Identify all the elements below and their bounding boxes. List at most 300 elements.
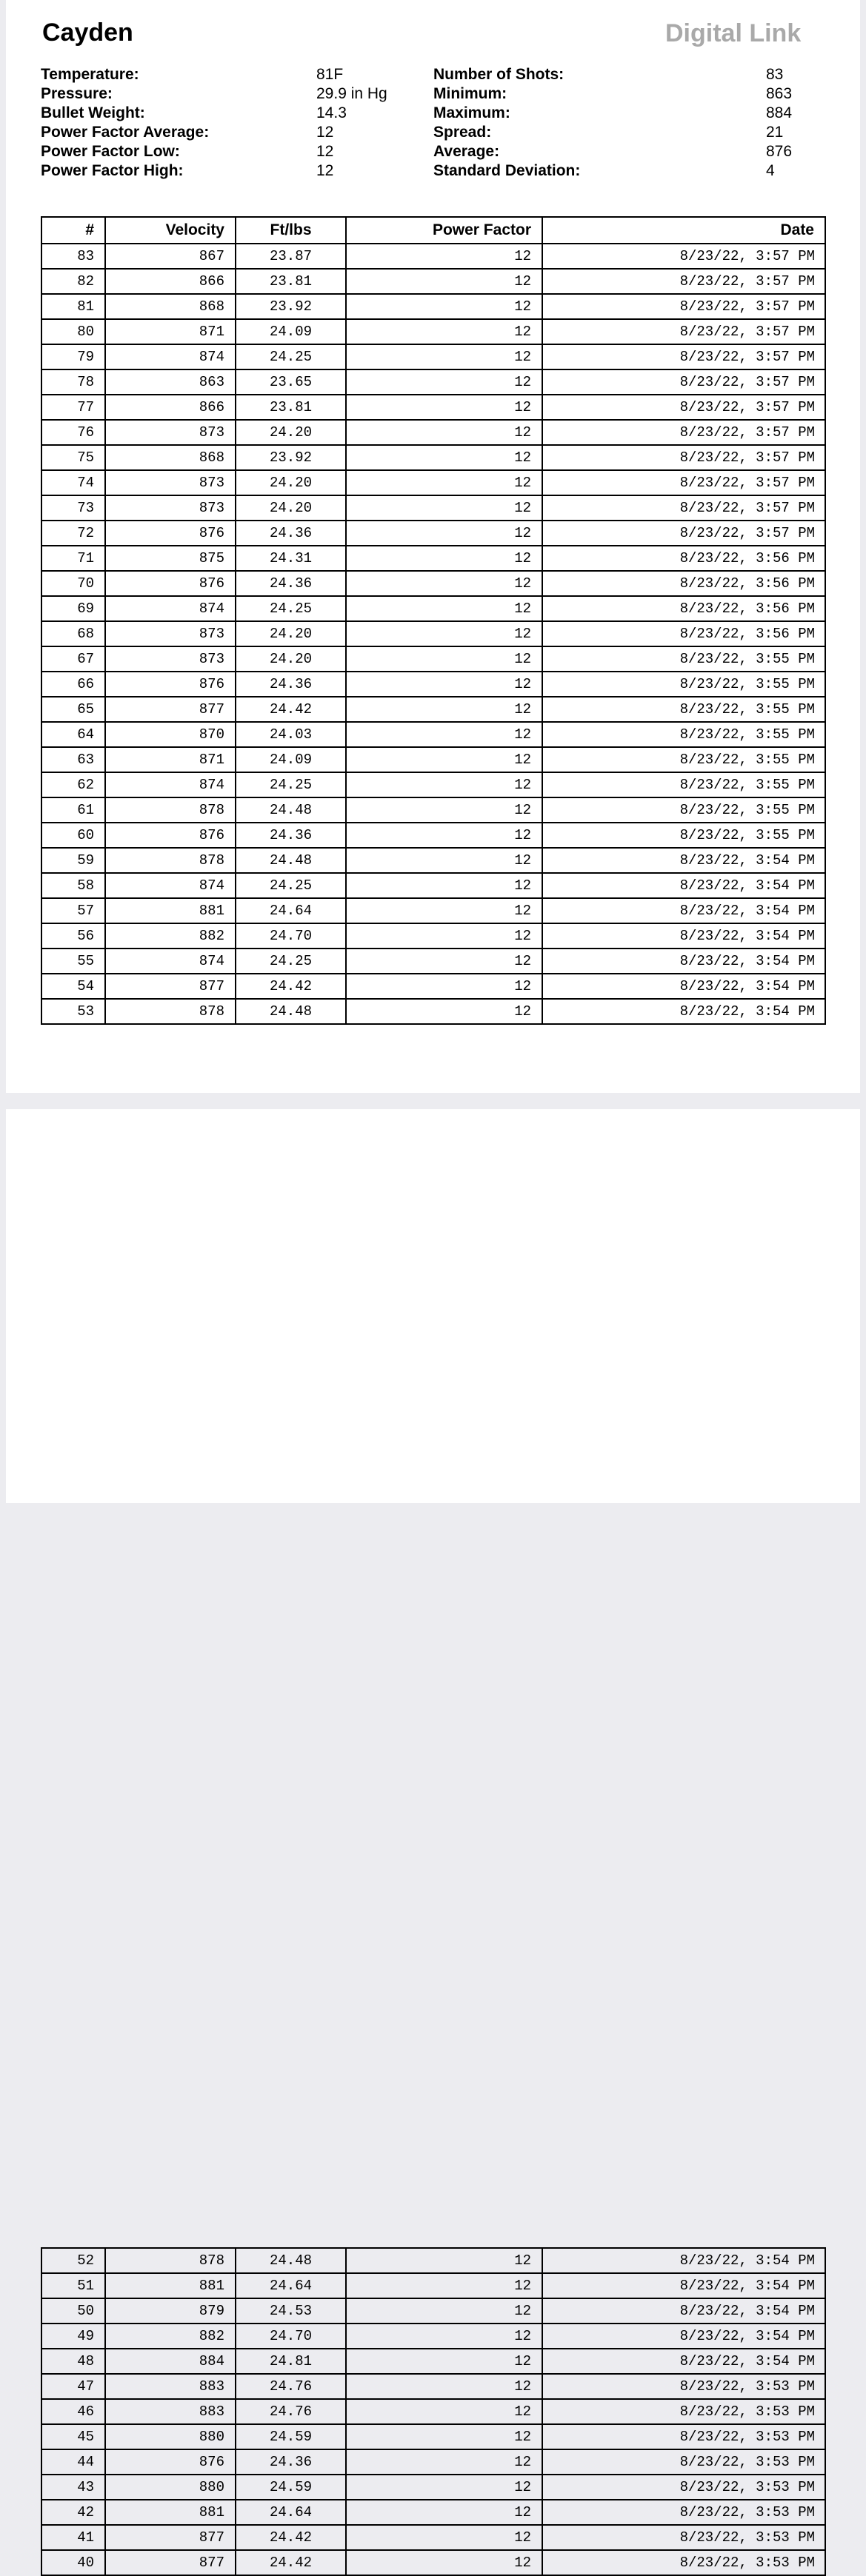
ft-lbs-cell: 24.36 bbox=[236, 672, 346, 697]
date-cell: 8/23/22, 3:55 PM bbox=[542, 823, 825, 848]
shot-table-body bbox=[41, 2248, 825, 2575]
ft-lbs-cell: 24.20 bbox=[236, 495, 346, 521]
power-factor-cell: 12 bbox=[346, 369, 542, 395]
date-cell: 8/23/22, 3:57 PM bbox=[542, 395, 825, 420]
date-cell: 8/23/22, 3:56 PM bbox=[542, 621, 825, 646]
velocity-cell: 876 bbox=[105, 2449, 236, 2475]
table-row bbox=[41, 2374, 825, 2399]
table-row bbox=[41, 848, 825, 873]
date-cell: 8/23/22, 3:53 PM bbox=[542, 2550, 825, 2575]
velocity-cell: 883 bbox=[105, 2374, 236, 2399]
power-factor-cell: 12 bbox=[346, 2475, 542, 2500]
stat-value: 863 bbox=[766, 85, 793, 102]
shot-number-cell: 69 bbox=[41, 596, 105, 621]
velocity-cell: 876 bbox=[105, 521, 236, 546]
date-cell: 8/23/22, 3:54 PM bbox=[542, 848, 825, 873]
table-row bbox=[41, 747, 825, 772]
velocity-cell: 877 bbox=[105, 697, 236, 722]
shot-number-cell: 74 bbox=[41, 470, 105, 495]
power-factor-cell: 12 bbox=[346, 848, 542, 873]
date-cell: 8/23/22, 3:57 PM bbox=[542, 294, 825, 319]
table-row bbox=[41, 319, 825, 344]
power-factor-cell: 12 bbox=[346, 672, 542, 697]
ft-lbs-cell: 24.42 bbox=[236, 2525, 346, 2550]
ft-lbs-cell: 24.42 bbox=[236, 697, 346, 722]
shot-number-cell: 51 bbox=[41, 2273, 105, 2298]
power-factor-cell: 12 bbox=[346, 974, 542, 999]
shooter-name: Cayden bbox=[42, 19, 133, 47]
power-factor-cell: 12 bbox=[346, 2273, 542, 2298]
power-factor-cell: 12 bbox=[346, 2424, 542, 2449]
power-factor-cell: 12 bbox=[346, 244, 542, 269]
ft-lbs-cell: 24.20 bbox=[236, 420, 346, 445]
statistics-stat-row bbox=[433, 104, 819, 123]
ft-lbs-cell: 24.59 bbox=[236, 2475, 346, 2500]
power-factor-cell: 12 bbox=[346, 2248, 542, 2273]
ft-lbs-cell: 24.42 bbox=[236, 2550, 346, 2575]
date-cell: 8/23/22, 3:57 PM bbox=[542, 495, 825, 521]
statistics-stat-row bbox=[433, 84, 819, 104]
velocity-cell: 873 bbox=[105, 420, 236, 445]
table-row bbox=[41, 546, 825, 571]
date-cell: 8/23/22, 3:57 PM bbox=[542, 319, 825, 344]
shot-number-cell: 59 bbox=[41, 848, 105, 873]
date-cell: 8/23/22, 3:54 PM bbox=[542, 2248, 825, 2273]
statistics-stat-row bbox=[433, 161, 819, 181]
shot-number-cell: 60 bbox=[41, 823, 105, 848]
table-row bbox=[41, 2525, 825, 2550]
stat-value: 884 bbox=[766, 104, 793, 121]
power-factor-cell: 12 bbox=[346, 294, 542, 319]
date-cell: 8/23/22, 3:54 PM bbox=[542, 898, 825, 923]
table-row bbox=[41, 2475, 825, 2500]
shot-number-cell: 49 bbox=[41, 2324, 105, 2349]
stat-value: 4 bbox=[766, 162, 775, 179]
shot-number-cell: 54 bbox=[41, 974, 105, 999]
shot-number-cell: 46 bbox=[41, 2399, 105, 2424]
table-row bbox=[41, 621, 825, 646]
power-factor-cell: 12 bbox=[346, 344, 542, 369]
date-cell: 8/23/22, 3:57 PM bbox=[542, 344, 825, 369]
table-row bbox=[41, 974, 825, 999]
shot-table-continued bbox=[41, 2247, 826, 2576]
date-cell: 8/23/22, 3:53 PM bbox=[542, 2399, 825, 2424]
table-row bbox=[41, 873, 825, 898]
date-cell: 8/23/22, 3:53 PM bbox=[542, 2449, 825, 2475]
shot-number-cell: 66 bbox=[41, 672, 105, 697]
velocity-cell: 877 bbox=[105, 974, 236, 999]
shot-number-cell: 75 bbox=[41, 445, 105, 470]
stat-value: 876 bbox=[766, 143, 793, 160]
power-factor-cell: 12 bbox=[346, 546, 542, 571]
velocity-cell: 880 bbox=[105, 2475, 236, 2500]
table-header-row bbox=[41, 217, 825, 244]
shot-number-cell: 71 bbox=[41, 546, 105, 571]
ft-lbs-cell: 23.65 bbox=[236, 369, 346, 395]
power-factor-cell: 12 bbox=[346, 596, 542, 621]
conditions-stat-row bbox=[41, 123, 396, 142]
table-row bbox=[41, 772, 825, 797]
power-factor-cell: 12 bbox=[346, 797, 542, 823]
velocity-cell: 866 bbox=[105, 269, 236, 294]
power-factor-cell: 12 bbox=[346, 949, 542, 974]
shot-number-cell: 55 bbox=[41, 949, 105, 974]
ft-lbs-cell: 24.64 bbox=[236, 2500, 346, 2525]
power-factor-cell: 12 bbox=[346, 2349, 542, 2374]
conditions-stat-row bbox=[41, 104, 396, 123]
velocity-cell: 868 bbox=[105, 445, 236, 470]
stat-label: Maximum: bbox=[433, 104, 510, 121]
date-cell: 8/23/22, 3:54 PM bbox=[542, 2298, 825, 2324]
table-row bbox=[41, 2273, 825, 2298]
column-header-ft-lbs: Ft/lbs bbox=[236, 217, 346, 244]
date-cell: 8/23/22, 3:53 PM bbox=[542, 2525, 825, 2550]
table-row bbox=[41, 2500, 825, 2525]
velocity-cell: 873 bbox=[105, 495, 236, 521]
column-header-date: Date bbox=[542, 217, 825, 244]
shot-number-cell: 64 bbox=[41, 722, 105, 747]
velocity-cell: 880 bbox=[105, 2424, 236, 2449]
power-factor-cell: 12 bbox=[346, 2399, 542, 2424]
shot-number-cell: 80 bbox=[41, 319, 105, 344]
shot-number-cell: 77 bbox=[41, 395, 105, 420]
column-header-velocity: Velocity bbox=[105, 217, 236, 244]
velocity-cell: 866 bbox=[105, 395, 236, 420]
table-row bbox=[41, 571, 825, 596]
shot-number-cell: 70 bbox=[41, 571, 105, 596]
shot-number-cell: 56 bbox=[41, 923, 105, 949]
power-factor-cell: 12 bbox=[346, 319, 542, 344]
velocity-cell: 871 bbox=[105, 319, 236, 344]
table-row bbox=[41, 923, 825, 949]
power-factor-cell: 12 bbox=[346, 2500, 542, 2525]
shot-table-body bbox=[41, 244, 825, 1024]
ft-lbs-cell: 24.48 bbox=[236, 848, 346, 873]
conditions-stat-row bbox=[41, 84, 396, 104]
ft-lbs-cell: 24.25 bbox=[236, 949, 346, 974]
ft-lbs-cell: 24.76 bbox=[236, 2399, 346, 2424]
velocity-cell: 873 bbox=[105, 470, 236, 495]
power-factor-cell: 12 bbox=[346, 646, 542, 672]
velocity-cell: 863 bbox=[105, 369, 236, 395]
velocity-cell: 882 bbox=[105, 923, 236, 949]
date-cell: 8/23/22, 3:55 PM bbox=[542, 697, 825, 722]
date-cell: 8/23/22, 3:57 PM bbox=[542, 521, 825, 546]
ft-lbs-cell: 23.92 bbox=[236, 445, 346, 470]
ft-lbs-cell: 24.64 bbox=[236, 2273, 346, 2298]
shot-number-cell: 40 bbox=[41, 2550, 105, 2575]
date-cell: 8/23/22, 3:55 PM bbox=[542, 772, 825, 797]
velocity-cell: 868 bbox=[105, 294, 236, 319]
date-cell: 8/23/22, 3:53 PM bbox=[542, 2500, 825, 2525]
table-row bbox=[41, 420, 825, 445]
ft-lbs-cell: 24.09 bbox=[236, 319, 346, 344]
velocity-cell: 879 bbox=[105, 2298, 236, 2324]
velocity-cell: 873 bbox=[105, 646, 236, 672]
date-cell: 8/23/22, 3:54 PM bbox=[542, 873, 825, 898]
table-row bbox=[41, 495, 825, 521]
velocity-cell: 878 bbox=[105, 848, 236, 873]
ft-lbs-cell: 24.20 bbox=[236, 646, 346, 672]
date-cell: 8/23/22, 3:54 PM bbox=[542, 974, 825, 999]
shot-number-cell: 82 bbox=[41, 269, 105, 294]
stat-value: 12 bbox=[316, 162, 334, 179]
velocity-cell: 874 bbox=[105, 772, 236, 797]
date-cell: 8/23/22, 3:56 PM bbox=[542, 571, 825, 596]
power-factor-cell: 12 bbox=[346, 722, 542, 747]
table-row bbox=[41, 2424, 825, 2449]
ft-lbs-cell: 24.42 bbox=[236, 974, 346, 999]
ft-lbs-cell: 24.64 bbox=[236, 898, 346, 923]
power-factor-cell: 12 bbox=[346, 470, 542, 495]
shot-number-cell: 42 bbox=[41, 2500, 105, 2525]
statistics-stat-row bbox=[433, 123, 819, 142]
stat-value: 12 bbox=[316, 124, 334, 141]
velocity-cell: 875 bbox=[105, 546, 236, 571]
velocity-cell: 873 bbox=[105, 621, 236, 646]
date-cell: 8/23/22, 3:57 PM bbox=[542, 269, 825, 294]
date-cell: 8/23/22, 3:54 PM bbox=[542, 923, 825, 949]
velocity-cell: 882 bbox=[105, 2324, 236, 2349]
shot-number-cell: 81 bbox=[41, 294, 105, 319]
table-row bbox=[41, 445, 825, 470]
date-cell: 8/23/22, 3:56 PM bbox=[542, 546, 825, 571]
power-factor-cell: 12 bbox=[346, 2550, 542, 2575]
table-row bbox=[41, 2399, 825, 2424]
shot-number-cell: 45 bbox=[41, 2424, 105, 2449]
shot-number-cell: 41 bbox=[41, 2525, 105, 2550]
ft-lbs-cell: 24.20 bbox=[236, 470, 346, 495]
table-row bbox=[41, 697, 825, 722]
table-row bbox=[41, 2248, 825, 2273]
table-row bbox=[41, 369, 825, 395]
conditions-stat-row bbox=[41, 65, 396, 84]
shot-number-cell: 63 bbox=[41, 747, 105, 772]
stat-value: 83 bbox=[766, 66, 784, 83]
table-row bbox=[41, 722, 825, 747]
ft-lbs-cell: 23.81 bbox=[236, 395, 346, 420]
shot-number-cell: 76 bbox=[41, 420, 105, 445]
velocity-cell: 876 bbox=[105, 672, 236, 697]
table-row bbox=[41, 244, 825, 269]
velocity-cell: 874 bbox=[105, 344, 236, 369]
velocity-cell: 870 bbox=[105, 722, 236, 747]
table-row bbox=[41, 2324, 825, 2349]
date-cell: 8/23/22, 3:57 PM bbox=[542, 420, 825, 445]
power-factor-cell: 12 bbox=[346, 621, 542, 646]
date-cell: 8/23/22, 3:57 PM bbox=[542, 445, 825, 470]
table-row bbox=[41, 395, 825, 420]
stat-label: Temperature: bbox=[41, 66, 139, 83]
stat-label: Minimum: bbox=[433, 85, 507, 102]
ft-lbs-cell: 24.36 bbox=[236, 571, 346, 596]
statistics-stat-row bbox=[433, 142, 819, 161]
table-row bbox=[41, 269, 825, 294]
table-row bbox=[41, 470, 825, 495]
power-factor-cell: 12 bbox=[346, 445, 542, 470]
column-header-power-factor: Power Factor bbox=[346, 217, 542, 244]
table-row bbox=[41, 999, 825, 1024]
power-factor-cell: 12 bbox=[346, 772, 542, 797]
date-cell: 8/23/22, 3:55 PM bbox=[542, 747, 825, 772]
report-page-1 bbox=[6, 0, 860, 1093]
date-cell: 8/23/22, 3:53 PM bbox=[542, 2475, 825, 2500]
stat-label: Power Factor Low: bbox=[41, 143, 180, 160]
power-factor-cell: 12 bbox=[346, 395, 542, 420]
date-cell: 8/23/22, 3:57 PM bbox=[542, 470, 825, 495]
shot-number-cell: 79 bbox=[41, 344, 105, 369]
stat-value: 14.3 bbox=[316, 104, 347, 121]
power-factor-cell: 12 bbox=[346, 269, 542, 294]
shot-table bbox=[41, 216, 826, 1025]
velocity-cell: 871 bbox=[105, 747, 236, 772]
ft-lbs-cell: 24.36 bbox=[236, 2449, 346, 2475]
power-factor-cell: 12 bbox=[346, 873, 542, 898]
table-row bbox=[41, 596, 825, 621]
shot-number-cell: 68 bbox=[41, 621, 105, 646]
date-cell: 8/23/22, 3:55 PM bbox=[542, 722, 825, 747]
shot-number-cell: 44 bbox=[41, 2449, 105, 2475]
statistics-stat-row bbox=[433, 65, 819, 84]
brand-label: Digital Link bbox=[665, 19, 802, 47]
power-factor-cell: 12 bbox=[346, 2374, 542, 2399]
power-factor-cell: 12 bbox=[346, 898, 542, 923]
conditions-stat-row bbox=[41, 142, 396, 161]
shot-number-cell: 83 bbox=[41, 244, 105, 269]
velocity-cell: 874 bbox=[105, 949, 236, 974]
date-cell: 8/23/22, 3:57 PM bbox=[542, 369, 825, 395]
table-row bbox=[41, 2449, 825, 2475]
velocity-cell: 874 bbox=[105, 596, 236, 621]
conditions-stat-row bbox=[41, 161, 396, 181]
shot-number-cell: 47 bbox=[41, 2374, 105, 2399]
power-factor-cell: 12 bbox=[346, 999, 542, 1024]
velocity-cell: 881 bbox=[105, 2273, 236, 2298]
table-row bbox=[41, 294, 825, 319]
ft-lbs-cell: 24.59 bbox=[236, 2424, 346, 2449]
ft-lbs-cell: 24.70 bbox=[236, 2324, 346, 2349]
table-row bbox=[41, 797, 825, 823]
stat-value: 29.9 in Hg bbox=[316, 85, 387, 102]
ft-lbs-cell: 24.36 bbox=[236, 521, 346, 546]
table-row bbox=[41, 344, 825, 369]
date-cell: 8/23/22, 3:53 PM bbox=[542, 2424, 825, 2449]
ft-lbs-cell: 24.25 bbox=[236, 344, 346, 369]
stat-label: Number of Shots: bbox=[433, 66, 564, 83]
velocity-cell: 877 bbox=[105, 2525, 236, 2550]
power-factor-cell: 12 bbox=[346, 420, 542, 445]
power-factor-cell: 12 bbox=[346, 697, 542, 722]
power-factor-cell: 12 bbox=[346, 747, 542, 772]
ft-lbs-cell: 24.48 bbox=[236, 2248, 346, 2273]
velocity-cell: 877 bbox=[105, 2550, 236, 2575]
stat-value: 81F bbox=[316, 66, 344, 83]
shot-number-cell: 57 bbox=[41, 898, 105, 923]
table-row bbox=[41, 672, 825, 697]
stat-label: Standard Deviation: bbox=[433, 162, 581, 179]
ft-lbs-cell: 24.48 bbox=[236, 999, 346, 1024]
date-cell: 8/23/22, 3:54 PM bbox=[542, 949, 825, 974]
stat-label: Spread: bbox=[433, 124, 492, 141]
date-cell: 8/23/22, 3:57 PM bbox=[542, 244, 825, 269]
date-cell: 8/23/22, 3:55 PM bbox=[542, 646, 825, 672]
ft-lbs-cell: 24.48 bbox=[236, 797, 346, 823]
date-cell: 8/23/22, 3:54 PM bbox=[542, 2273, 825, 2298]
power-factor-cell: 12 bbox=[346, 2298, 542, 2324]
stat-value: 12 bbox=[316, 143, 334, 160]
velocity-cell: 881 bbox=[105, 2500, 236, 2525]
stat-label: Bullet Weight: bbox=[41, 104, 145, 121]
date-cell: 8/23/22, 3:55 PM bbox=[542, 672, 825, 697]
velocity-cell: 876 bbox=[105, 571, 236, 596]
ft-lbs-cell: 24.25 bbox=[236, 873, 346, 898]
ft-lbs-cell: 24.25 bbox=[236, 596, 346, 621]
power-factor-cell: 12 bbox=[346, 823, 542, 848]
velocity-cell: 883 bbox=[105, 2399, 236, 2424]
power-factor-cell: 12 bbox=[346, 923, 542, 949]
shot-number-cell: 78 bbox=[41, 369, 105, 395]
stat-label: Pressure: bbox=[41, 85, 113, 102]
table-row bbox=[41, 521, 825, 546]
ft-lbs-cell: 24.20 bbox=[236, 621, 346, 646]
shot-number-cell: 62 bbox=[41, 772, 105, 797]
velocity-cell: 876 bbox=[105, 823, 236, 848]
ft-lbs-cell: 24.53 bbox=[236, 2298, 346, 2324]
ft-lbs-cell: 24.25 bbox=[236, 772, 346, 797]
date-cell: 8/23/22, 3:55 PM bbox=[542, 797, 825, 823]
power-factor-cell: 12 bbox=[346, 2525, 542, 2550]
report-page-2 bbox=[6, 1109, 860, 2571]
velocity-cell: 878 bbox=[105, 797, 236, 823]
table-row bbox=[41, 949, 825, 974]
ft-lbs-cell: 24.09 bbox=[236, 747, 346, 772]
ft-lbs-cell: 24.81 bbox=[236, 2349, 346, 2374]
velocity-cell: 867 bbox=[105, 244, 236, 269]
velocity-cell: 881 bbox=[105, 898, 236, 923]
table-row bbox=[41, 2550, 825, 2575]
stat-label: Average: bbox=[433, 143, 500, 160]
shot-number-cell: 65 bbox=[41, 697, 105, 722]
stat-label: Power Factor High: bbox=[41, 162, 184, 179]
ft-lbs-cell: 24.76 bbox=[236, 2374, 346, 2399]
shot-number-cell: 61 bbox=[41, 797, 105, 823]
shot-number-cell: 53 bbox=[41, 999, 105, 1024]
date-cell: 8/23/22, 3:56 PM bbox=[542, 596, 825, 621]
date-cell: 8/23/22, 3:53 PM bbox=[542, 2374, 825, 2399]
ft-lbs-cell: 23.92 bbox=[236, 294, 346, 319]
shot-number-cell: 48 bbox=[41, 2349, 105, 2374]
power-factor-cell: 12 bbox=[346, 571, 542, 596]
column-header-number: # bbox=[41, 217, 105, 244]
power-factor-cell: 12 bbox=[346, 495, 542, 521]
table-row bbox=[41, 823, 825, 848]
date-cell: 8/23/22, 3:54 PM bbox=[542, 999, 825, 1024]
table-row bbox=[41, 898, 825, 923]
velocity-cell: 878 bbox=[105, 999, 236, 1024]
ft-lbs-cell: 24.31 bbox=[236, 546, 346, 571]
shot-number-cell: 67 bbox=[41, 646, 105, 672]
shot-number-cell: 72 bbox=[41, 521, 105, 546]
shot-number-cell: 50 bbox=[41, 2298, 105, 2324]
shot-statistics bbox=[433, 65, 819, 181]
table-row bbox=[41, 646, 825, 672]
shot-number-cell: 43 bbox=[41, 2475, 105, 2500]
ft-lbs-cell: 24.03 bbox=[236, 722, 346, 747]
power-factor-cell: 12 bbox=[346, 2324, 542, 2349]
ft-lbs-cell: 24.36 bbox=[236, 823, 346, 848]
velocity-cell: 878 bbox=[105, 2248, 236, 2273]
stat-value: 21 bbox=[766, 124, 784, 141]
